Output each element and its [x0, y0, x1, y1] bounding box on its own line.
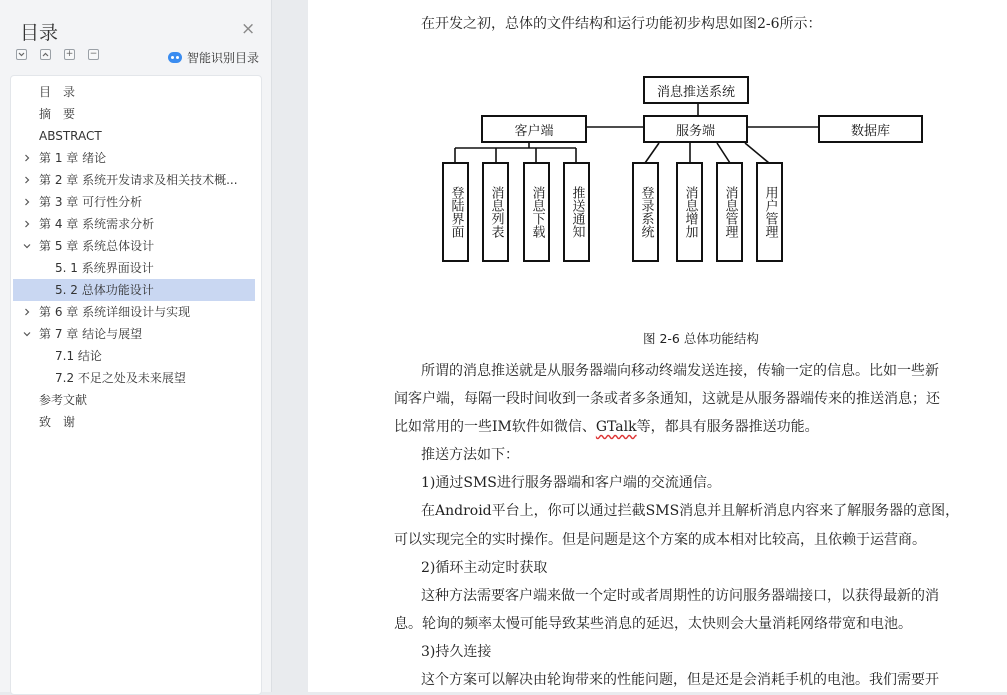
robot-icon: [168, 52, 182, 63]
toc-item-label: 第 7 章 结论与展望: [39, 327, 143, 341]
toc-item-label: 7.1 结论: [55, 349, 102, 363]
paragraph-line: 3)持久连接: [421, 644, 492, 660]
toc-item[interactable]: [13, 411, 255, 433]
toc-item-label: ABSTRACT: [39, 129, 102, 143]
toc-item[interactable]: [13, 367, 255, 389]
paragraph-line: 这种方法需要客户端来做一个定时或者周期性的访问服务器端接口，以获得最新的消: [421, 588, 939, 604]
toc-item-label: 第 4 章 系统需求分析: [39, 217, 155, 231]
expand-all-icon[interactable]: [40, 49, 51, 60]
diagram-node-client-child: 消息列表: [482, 162, 509, 262]
toc-item[interactable]: [13, 389, 255, 411]
chevron-right-icon[interactable]: [23, 220, 31, 228]
diagram-node-root: 消息推送系统: [643, 76, 749, 104]
toc-item-label: 第 5 章 系统总体设计: [39, 239, 155, 253]
diagram-node-database: 数据库: [818, 115, 923, 143]
chevron-down-icon: [17, 50, 26, 59]
toc-item[interactable]: [13, 345, 255, 367]
diagram-node-server-child: 消息管理: [716, 162, 743, 262]
toc-item-label: 致 谢: [39, 415, 76, 429]
chevron-down-icon[interactable]: [23, 330, 31, 338]
paragraph-line: 息。轮询的频率太慢可能导致某些消息的延迟，太快则会大量消耗网络带宽和电池。: [394, 616, 912, 632]
chevron-down-icon[interactable]: [23, 242, 31, 250]
text-span: 比如常用的一些IM软件如微信、: [394, 419, 596, 435]
toc-item-label: 第 3 章 可行性分析: [39, 195, 143, 209]
figure-caption: 图 2-6 总体功能结构: [643, 331, 759, 346]
toc-item[interactable]: [13, 213, 255, 235]
toc-item-label: 5. 2 总体功能设计: [55, 283, 154, 297]
paragraph-line: 在Android平台上，你可以通过拦截SMS消息并且解析消息内容来了解服务器的意图，: [421, 503, 960, 519]
close-icon[interactable]: ×: [241, 19, 256, 39]
diagram-node-client-child: 登陆界面: [442, 162, 469, 262]
paragraph-line: 这个方案可以解决由轮询带来的性能问题，但是还是会消耗手机的电池。我们需要开: [421, 672, 939, 688]
toc-item[interactable]: [13, 103, 255, 125]
diagram-node-server: 服务端: [643, 115, 748, 143]
remove-heading-icon[interactable]: −: [89, 49, 98, 59]
smart-toc-button[interactable]: [168, 49, 259, 66]
chevron-right-icon[interactable]: [23, 154, 31, 162]
toc-item-label: 参考文献: [39, 393, 88, 407]
toc-item[interactable]: [13, 147, 255, 169]
toc-item[interactable]: [13, 169, 255, 191]
diagram-node-server-child: 用户管理: [756, 162, 783, 262]
toc-item-label: 7.2 不足之处及未来展望: [55, 371, 186, 385]
diagram-node-client-child: 推送通知: [563, 162, 590, 262]
document-page: [308, 0, 1007, 692]
add-heading-icon[interactable]: +: [65, 49, 74, 59]
toc-list: [10, 75, 262, 695]
toc-item[interactable]: [13, 279, 255, 301]
toc-item[interactable]: [13, 323, 255, 345]
spellcheck-word[interactable]: GTalk: [595, 419, 637, 435]
toc-item[interactable]: [13, 81, 255, 103]
toc-item[interactable]: [13, 235, 255, 257]
diagram-node-client: 客户端: [481, 115, 587, 143]
toc-item-label: 目 录: [39, 85, 76, 99]
toc-item-label: 第 1 章 绪论: [39, 151, 107, 165]
paragraph-line: 闻客户端，每隔一段时间收到一条或者多条通知，这就是从服务器端传来的推送消息；还: [394, 391, 940, 407]
toc-item[interactable]: [13, 301, 255, 323]
paragraph-line: 推送方法如下：: [421, 447, 519, 463]
paragraph-line: 所谓的消息推送就是从服务器端向移动终端发送连接，传输一定的信息。比如一些新: [421, 363, 939, 379]
text-span: 等，都具有服务器推送功能。: [636, 419, 819, 435]
toc-item[interactable]: [13, 257, 255, 279]
paragraph-line: 1)通过SMS进行服务器端和客户端的交流通信。: [421, 475, 721, 491]
diagram-node-client-child: 消息下载: [523, 162, 550, 262]
collapse-all-icon[interactable]: [16, 49, 27, 60]
sidebar-title: 目录: [20, 22, 59, 44]
paragraph-line: 可以实现完全的实时操作。但是问题是这个方案的成本相对比较高，且依赖于运营商。: [394, 532, 926, 548]
toc-sidebar: [0, 0, 272, 692]
paragraph-line: [394, 416, 974, 438]
chevron-right-icon[interactable]: [23, 308, 31, 316]
diagram-node-server-child: 消息增加: [676, 162, 703, 262]
intro-paragraph: 在开发之初，总体的文件结构和运行功能初步构思如图2-6所示：: [421, 16, 822, 32]
smart-toc-label: 智能识别目录: [187, 51, 260, 65]
toc-item-label: 摘 要: [39, 107, 76, 121]
chevron-up-icon: [41, 50, 50, 59]
toc-item[interactable]: [13, 125, 255, 147]
toc-item-label: 第 2 章 系统开发请求及相关技术概...: [39, 173, 238, 187]
toc-item-label: 5. 1 系统界面设计: [55, 261, 154, 275]
toc-item-label: 第 6 章 系统详细设计与实现: [39, 305, 191, 319]
toc-item[interactable]: [13, 191, 255, 213]
paragraph-line: 2)循环主动定时获取: [421, 560, 548, 576]
chevron-right-icon[interactable]: [23, 176, 31, 184]
chevron-right-icon[interactable]: [23, 198, 31, 206]
diagram-node-server-child: 登录系统: [632, 162, 659, 262]
